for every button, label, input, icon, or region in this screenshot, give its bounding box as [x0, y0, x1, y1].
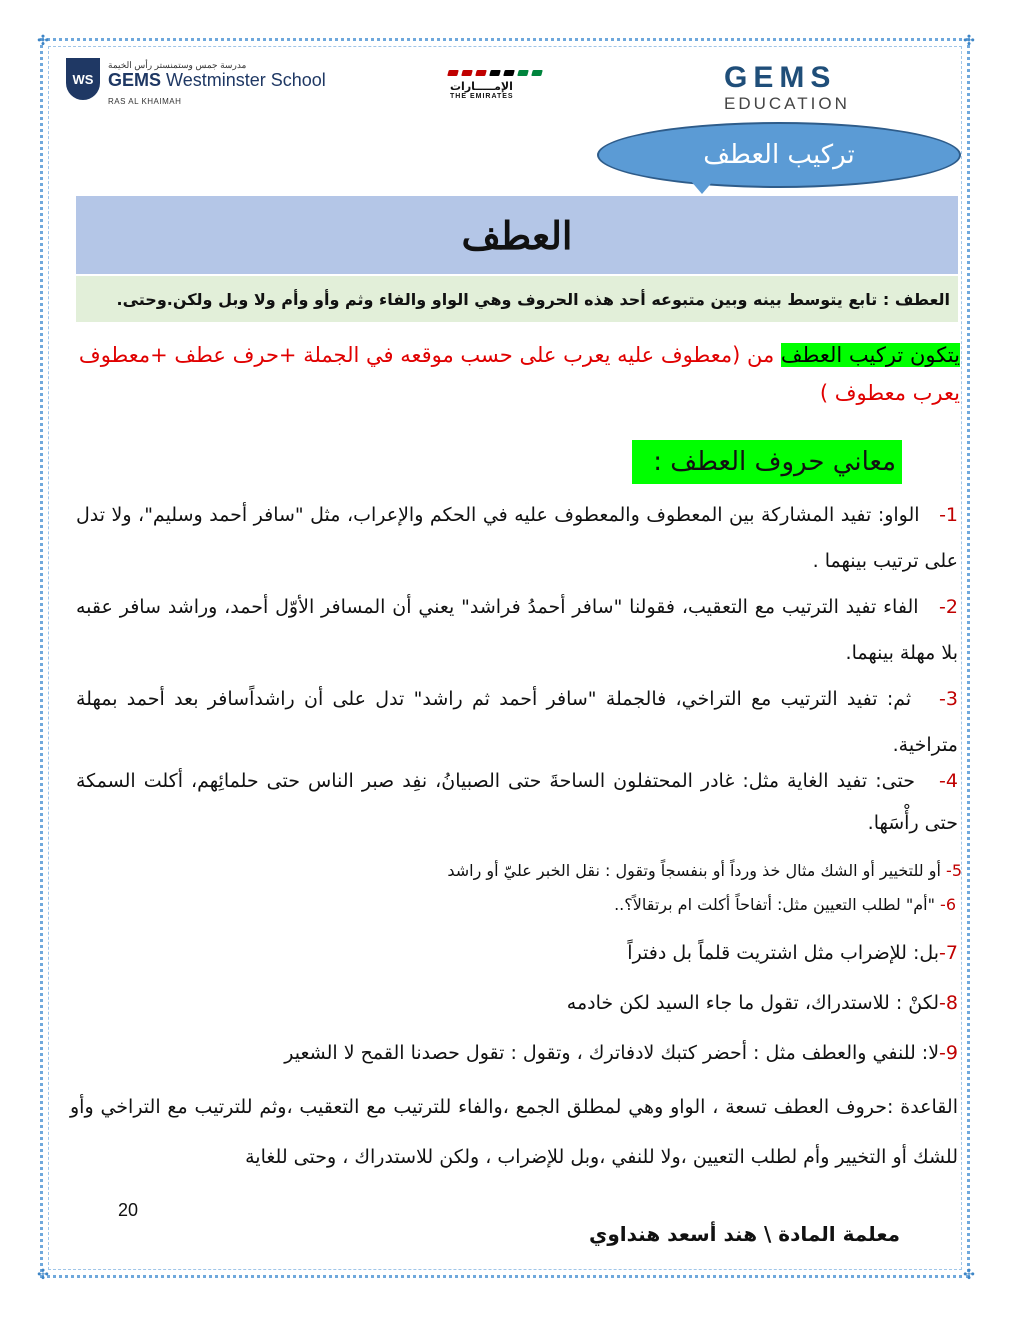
meanings-heading: معاني حروف العطف :	[632, 440, 902, 484]
emirates-stripe	[489, 70, 501, 76]
gems-education-label: EDUCATION	[724, 94, 850, 113]
item-number: 6-	[940, 895, 956, 914]
topic-callout-label: تركيب العطف	[703, 140, 855, 170]
list-item	[76, 760, 958, 844]
corner-ornament-icon: ✣	[37, 33, 49, 49]
composition-paragraph	[70, 336, 960, 412]
item-number: 5-	[946, 861, 962, 880]
definition-text: العطف : تابع يتوسط بينه وبين متبوعه أحد هذه الحروف وهي الواو والفاء وثم وأو وأم ولا وبل ولكن.وحتى.	[116, 289, 950, 309]
composition-text: من (معطوف عليه يعرب على حسب موقعه في الجملة +حرف عطف +معطوف يعرب معطوف )	[78, 343, 960, 405]
list-item	[76, 492, 958, 584]
gems-school-name: GEMS Westminster School	[108, 70, 326, 90]
gems-shield-icon: WS	[66, 58, 100, 100]
gems-arabic-name: مدرسة جمس وستمنستر رأس الخيمة	[108, 60, 247, 70]
emirates-english: THE EMIRATES	[450, 93, 514, 100]
item-text: حتى: تفيد الغاية مثل: غادر المحتفلون الساحةَ حتى الصبيانُ، نفِد صبر الناس حتى حلمائِهم، أكلت السمكة حتى رأْسَها.	[76, 770, 958, 834]
gems-education-wordmark: GEMS	[724, 61, 837, 94]
corner-ornament-icon: ✣	[37, 1267, 49, 1283]
item-text: لكنْ : للاستدراك، تقول ما جاء السيد لكن خادمه	[566, 992, 940, 1014]
corner-ornament-icon: ✣	[963, 33, 975, 49]
item-text: "أم" لطلب التعيين مثل: أتفاحاً أكلت ام برتقالاً؟..	[614, 895, 935, 914]
item-number: 9-	[939, 1042, 958, 1064]
list-item	[76, 676, 958, 768]
emirates-stripe	[447, 70, 459, 76]
item-text: أو للتخيير أو الشك مثال خذ ورداً أو بنفسجاً وتقول : نقل الخبر عليّ أو راشد	[447, 861, 941, 880]
gems-westminster-logo	[66, 58, 326, 108]
emirates-stripe	[531, 70, 543, 76]
list-item	[440, 980, 958, 1026]
emirates-stripes-icon	[448, 62, 570, 76]
item-text: الواو: تفيد المشاركة بين المعطوف والمعطوف عليه في الحكم والإعراب، مثل "سافر أحمد وسليم"، ولا تدل على ترتيب بينهما .	[76, 504, 958, 572]
page-number: 20	[118, 1200, 139, 1220]
item-number: 4-	[939, 770, 958, 792]
item-number: 2-	[939, 596, 958, 618]
list-item	[380, 890, 956, 920]
page-title: العطف	[461, 212, 573, 258]
emirates-arabic: الإمـــــارات	[450, 80, 513, 93]
list-item	[100, 856, 962, 886]
teacher-signature: معلمة المادة \ هند أسعد هنداوي	[589, 1222, 900, 1246]
list-item	[200, 1030, 958, 1076]
rule-paragraph: القاعدة :حروف العطف تسعة ، الواو وهي لمطلق الجمع ،والفاء للترتيب مع التعقيب ،وثم للترتيب مع التراخي وأو للشك أو التخيير وأم لطلب التعيين ،ولا للنفي ،وبل للإضراب ، ولكن للاستدراك ، وحتى للغاية	[70, 1096, 958, 1168]
emirates-stripe	[461, 70, 473, 76]
item-number: 3-	[939, 688, 958, 710]
emirates-stripe	[475, 70, 487, 76]
item-text: الفاء تفيد الترتيب مع التعقيب، فقولنا "سافر أحمدُ فراشد" يعني أن المسافر الأوّل أحمد، وراشد سافر عقبه بلا مهلة بينهما.	[76, 596, 958, 664]
emirates-stripe	[503, 70, 515, 76]
item-text: لا: للنفي والعطف مثل : أحضر كتبك لادفاترك ، وتقول : تقول حصدنا القمح لا الشعير	[284, 1042, 940, 1064]
gems-education-logo	[724, 61, 960, 114]
item-number: 7-	[939, 942, 958, 964]
emirates-stripe	[517, 70, 529, 76]
item-number: 8-	[939, 992, 958, 1014]
gems-location: RAS AL KHAIMAH	[108, 97, 182, 106]
item-text: ثم: تفيد الترتيب مع التراخي، فالجملة "سافر أحمد ثم راشد" تدل على أن راشداًسافر بعد أحمد بمهلة متراخية.	[76, 688, 958, 756]
the-emirates-logo	[440, 62, 570, 100]
item-number: 1-	[939, 504, 959, 526]
list-item	[480, 930, 958, 976]
composition-highlight: يتكون تركيب العطف	[780, 343, 960, 367]
list-item	[76, 584, 958, 676]
corner-ornament-icon: ✣	[963, 1267, 975, 1283]
item-text: بل: للإضراب مثل اشتريت قلماً بل دفتراً	[627, 942, 940, 964]
